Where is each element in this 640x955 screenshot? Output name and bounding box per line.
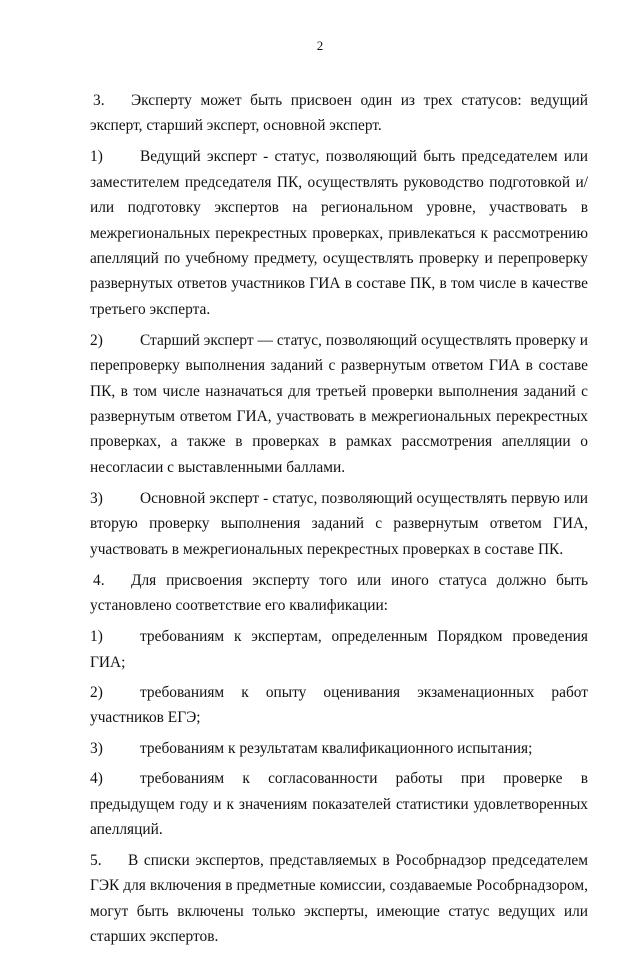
paragraph-text: требованиям к согласованности работы при проверке в предыдущем году и к значениям показателей статистики удовлетворенных апелляций. — [90, 770, 588, 838]
paragraph-number: 1) — [90, 628, 103, 646]
paragraph-number: 2) — [90, 331, 103, 349]
paragraph-subitem-3 — [90, 486, 588, 562]
paragraph-number: 2) — [90, 683, 103, 701]
paragraph-requirement-4 — [90, 766, 588, 842]
paragraph-requirement-3 — [90, 736, 588, 761]
paragraph-number: 3) — [90, 739, 103, 757]
paragraph-text: Для присвоения эксперту того или иного статуса должно быть установлено соответствие его квалификации: — [90, 571, 588, 615]
paragraph-text: требованиям к результатам квалификационного испытания; — [140, 739, 533, 757]
paragraph-item-3 — [90, 88, 588, 139]
paragraph-text: требованиям к опыту оценивания экзаменационных работ участников ЕГЭ; — [90, 683, 588, 727]
paragraph-subitem-1 — [90, 144, 588, 322]
page-number: 2 — [316, 38, 324, 53]
paragraph-item-4 — [90, 568, 588, 619]
paragraph-text: Старший эксперт — статус, позволяющий осуществлять проверку и перепроверку выполнения заданий с развернутым ответом ГИА в составе ПК, в том числе назначаться для третьей проверки выполнения заданий с развернутым ответом ГИА, участвовать в межрегиональных перекрестных проверках, а также в проверках в рамках рассмотрения апелляции о несогласии с выставленными баллами. — [90, 331, 588, 476]
paragraph-subitem-2 — [90, 328, 588, 480]
paragraph-number: 4) — [90, 770, 103, 788]
paragraph-requirement-2 — [90, 680, 588, 731]
paragraph-text: требованиям к экспертам, определенным Порядком проведения ГИА; — [90, 628, 588, 671]
paragraph-text: Основной эксперт - статус, позволяющий осуществлять первую или вторую проверку выполнения заданий с развернутым ответом ГИА, участвовать в межрегиональных перекрестных проверках в составе ПК. — [90, 489, 588, 558]
paragraph-number: 5. — [90, 851, 102, 869]
paragraph-number: 4. — [93, 571, 105, 589]
paragraph-requirement-1 — [90, 624, 588, 675]
paragraph-number: 1) — [90, 148, 103, 166]
paragraph-item-5 — [90, 848, 588, 950]
paragraph-number: 3. — [93, 92, 105, 109]
paragraph-text: Эксперту может быть присвоен один из трех статусов: ведущий эксперт, старший эксперт, основной эксперт. — [90, 92, 588, 135]
paragraph-number: 3) — [90, 489, 103, 507]
paragraph-text: В списки экспертов, представляемых в Рособрнадзор председателем ГЭК для включения в предметные комиссии, создаваемые Рособрнадзором, могут быть включены только эксперты, имеющие статус ведущих или старших экспертов. — [90, 851, 588, 946]
document-body — [90, 88, 588, 955]
paragraph-text: Ведущий эксперт - статус, позволяющий быть председателем или заместителем председателя ПК, осуществлять руководство подготовкой и/или подготовку экспертов на региональном уровне, участвовать в межрегиональных перекрестных проверках, привлекаться к рассмотрению апелляций по учебному предмету, осуществлять проверку и перепроверку развернутых ответов участников ГИА в составе ПК, в том числе в качестве третьего эксперта. — [90, 148, 588, 318]
